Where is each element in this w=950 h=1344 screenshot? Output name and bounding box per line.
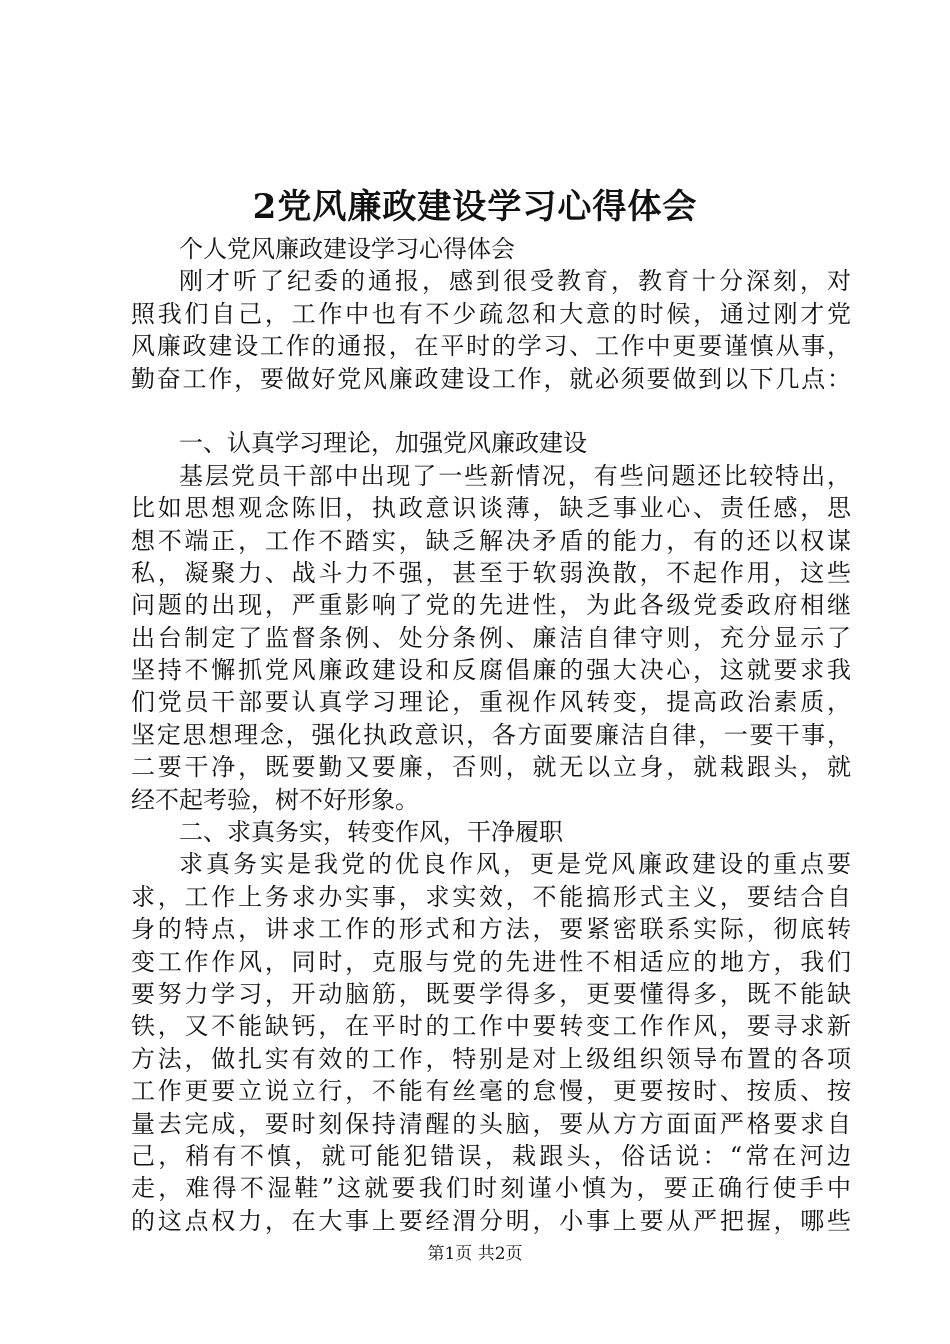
text-line: 坚定思想理念，强化执政意识，各方面要廉洁自律，一要干事， (131, 720, 851, 749)
text-line: 比如思想观念陈旧，执政意识谈薄，缺乏事业心、责任感，思 (131, 494, 851, 523)
text-line: 刚才听了纪委的通报，感到很受教育，教育十分深刻，对 (179, 267, 851, 296)
document-body (131, 233, 851, 1237)
text-line: 想不端正，工作不踏实，缺乏解决矛盾的能力，有的还以权谋 (131, 526, 851, 555)
text-line: 私，凝聚力、战斗力不强，甚至于软弱涣散，不起作用，这些 (131, 558, 851, 587)
text-line: 求真务实是我党的优良作风，更是党风廉政建设的重点要 (179, 850, 851, 879)
text-line: 基层党员干部中出现了一些新情况，有些问题还比较特出， (179, 461, 851, 490)
text-line: 经不起考验，树不好形象。 (131, 785, 419, 814)
text-line: 照我们自己，工作中也有不少疏忽和大意的时候，通过刚才党 (131, 299, 851, 328)
text-line: 求，工作上务求办实事，求实效，不能搞形式主义，要结合自 (131, 882, 851, 911)
text-line: 问题的出现，严重影响了党的先进性，为此各级党委政府相继 (131, 591, 851, 620)
text-line: 变工作作风，同时，克服与党的先进性不相适应的地方，我们 (131, 947, 851, 976)
text-line: 勤奋工作，要做好党风廉政建设工作，就必须要做到以下几点： (131, 364, 851, 393)
subtitle-line: 个人党风廉政建设学习心得体会 (179, 235, 515, 263)
text-line: 量去完成，要时刻保持清醒的头脑，要从方方面面严格要求自 (131, 1109, 851, 1138)
text-line: 坚持不懈抓党风廉政建设和反腐倡廉的强大决心，这就要求我 (131, 656, 851, 685)
paragraph-gap (131, 395, 851, 427)
text-line: 要努力学习，开动脑筋，既要学得多，更要懂得多，既不能缺 (131, 979, 851, 1008)
text-line: 方法，做扎实有效的工作，特别是对上级组织领导布置的各项 (131, 1044, 851, 1073)
text-line: 的这点权力，在大事上要经渭分明，小事上要从严把握，哪些 (131, 1206, 851, 1235)
text-line: 己，稍有不慎，就可能犯错误，栽跟头，俗话说：“常在河边 (131, 1141, 851, 1170)
text-line: 二要干净，既要勤又要廉，否则，就无以立身，就栽跟头，就 (131, 753, 851, 782)
text-line: 走，难得不湿鞋”这就要我们时刻谨小慎为，要正确行使手中 (131, 1174, 851, 1203)
text-line: 工作更要立说立行，不能有丝毫的怠慢，更要按时、按质、按 (131, 1077, 851, 1106)
text-line: 风廉政建设工作的通报，在平时的学习、工作中更要谨慎从事， (131, 332, 851, 361)
section-heading: 一、认真学习理论，加强党风廉政建设 (179, 429, 587, 458)
text-line: 们党员干部要认真学习理论，重视作风转变，提高政治素质， (131, 688, 851, 717)
text-line: 出台制定了监督条例、处分条例、廉洁自律守则，充分显示了 (131, 623, 851, 652)
page-footer: 第1页 共2页 (427, 1244, 523, 1264)
text-line: 铁，又不能缺钙，在平时的工作中要转变工作作风，要寻求新 (131, 1012, 851, 1041)
text-line: 身的特点，讲求工作的形式和方法，要紧密联系实际，彻底转 (131, 915, 851, 944)
document-title: 2党风廉政建设学习心得体会 (252, 187, 698, 227)
section-heading: 二、求真务实，转变作风，干净履职 (179, 818, 563, 847)
